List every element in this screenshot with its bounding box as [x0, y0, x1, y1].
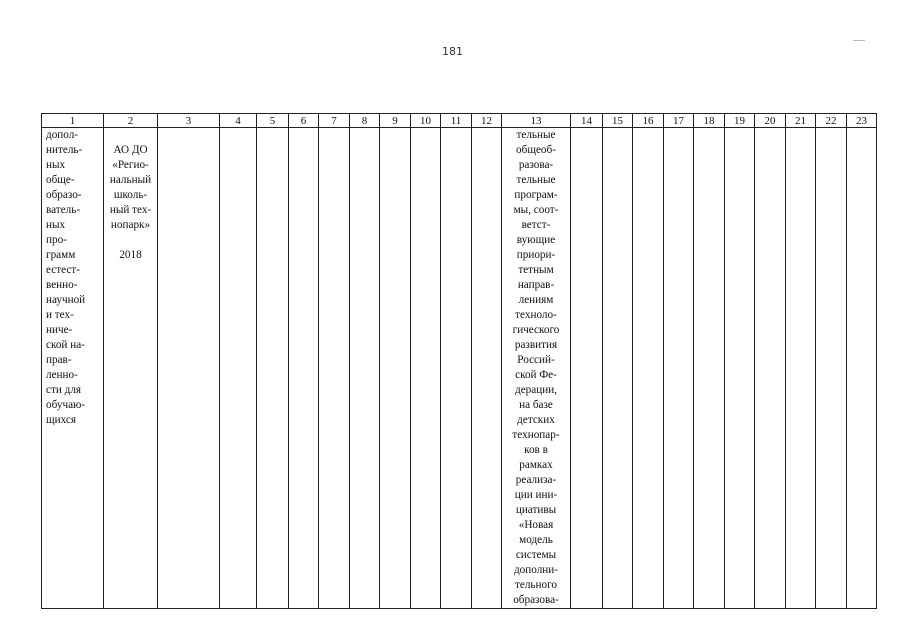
cell-col-4 [220, 128, 257, 609]
col-header-4: 4 [220, 114, 257, 128]
cell-col-14 [571, 128, 603, 609]
cell-program-description [42, 128, 104, 609]
cell-col-8 [350, 128, 380, 609]
cell-organization [104, 128, 158, 609]
cell-col-6 [289, 128, 319, 609]
col-header-7: 7 [319, 114, 350, 128]
cell-col-10 [411, 128, 441, 609]
cell-col-5 [257, 128, 289, 609]
col-header-11: 11 [441, 114, 472, 128]
col-header-23: 23 [847, 114, 877, 128]
table-container [41, 113, 877, 609]
cell-col-16 [633, 128, 664, 609]
program-description-text: допол- нитель- ных обще- образо- ватель- ных про- грамм естест- венно- научной и тех- ниче- ской на- прав- ленно- сти для обучаю- щихся [46, 129, 86, 426]
col-header-8: 8 [350, 114, 380, 128]
col-header-13: 13 [502, 114, 571, 128]
col-header-10: 10 [411, 114, 441, 128]
cell-col-7 [319, 128, 350, 609]
col-header-9: 9 [380, 114, 411, 128]
col-header-12: 12 [472, 114, 502, 128]
cell-col-18 [694, 128, 725, 609]
col-header-19: 19 [725, 114, 755, 128]
page-number: 181 [442, 45, 463, 58]
col-header-17: 17 [664, 114, 694, 128]
cell-col-21 [786, 128, 816, 609]
organization-year: 2018 [119, 249, 142, 261]
col-header-16: 16 [633, 114, 664, 128]
cell-col-11 [441, 128, 472, 609]
col-header-2: 2 [104, 114, 158, 128]
cell-col-13 [502, 128, 571, 609]
cell-col-9 [380, 128, 411, 609]
cell-col-12 [472, 128, 502, 609]
col-header-22: 22 [816, 114, 847, 128]
organization-name: АО ДО «Регио- нальный школь- ный тех- нопарк» [109, 144, 152, 231]
organization-text [104, 128, 157, 278]
data-table [41, 113, 877, 609]
col-header-6: 6 [289, 114, 319, 128]
col-header-3: 3 [158, 114, 220, 128]
cell-col-17 [664, 128, 694, 609]
col-header-5: 5 [257, 114, 289, 128]
col-header-18: 18 [694, 114, 725, 128]
col-header-14: 14 [571, 114, 603, 128]
col-header-21: 21 [786, 114, 816, 128]
cell-col-23 [847, 128, 877, 609]
cell-col-22 [816, 128, 847, 609]
col-header-20: 20 [755, 114, 786, 128]
cell-col-3 [158, 128, 220, 609]
cell-col-20 [755, 128, 786, 609]
col-header-15: 15 [603, 114, 633, 128]
cell-col-15 [603, 128, 633, 609]
cell-col-19 [725, 128, 755, 609]
scan-mark [853, 40, 865, 41]
header-row [42, 114, 877, 128]
col-header-1: 1 [42, 114, 104, 128]
col-13-text: тельные общеоб- разова- тельные програм- мы, соот- ветст- вующие приори- тетным направ- лениям техноло- гического развития Россий- ской Фе- дерации, на базе детских технопар- ков в рамках реализа- ции ини- циативы «Новая модель системы дополни- тельного образова- [512, 129, 560, 606]
table-row [42, 128, 877, 609]
